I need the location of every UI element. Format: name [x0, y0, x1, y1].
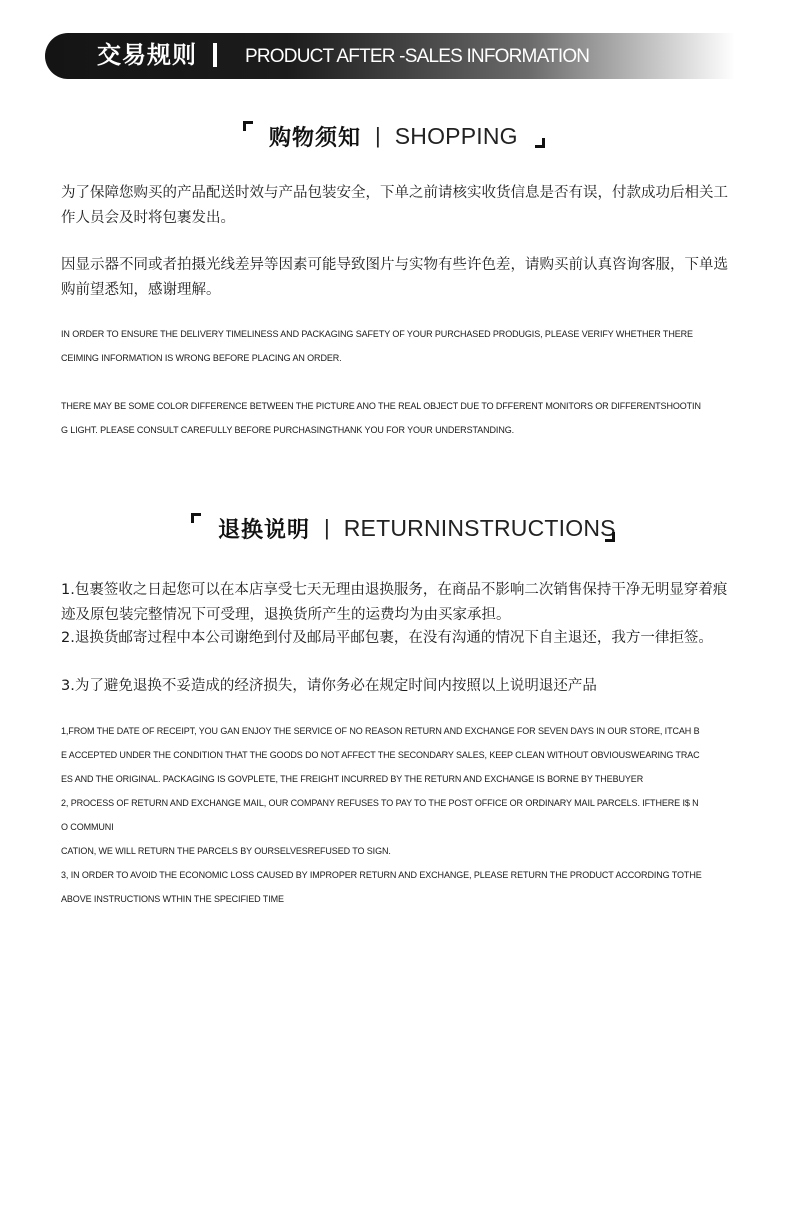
shopping-paragraph-cn-2: 因显示器不同或者拍摄光线差异等因素可能导致图片与实物有些许色差，请购买前认真咨询客服，下单选购前望悉知，感谢理解。 [61, 257, 728, 298]
returns-item-cn-1: 1.包裹签收之日起您可以在本店享受七天无理由退换服务，在商品不影响二次销售保持干净无明显穿着痕迹及原包装完整情况下可受理，退换货所产生的运费均为由买家承担。 [61, 582, 728, 623]
shopping-title-cn: 购物须知 [269, 125, 362, 151]
shopping-english-line: THERE MAY BE SOME COLOR DIFFERENCE BETWEEN THE PICTURE ANO THE REAL OBJECT DUE TO DFFERENT MONITORS OR DIFFERENTSHOOTIN [61, 401, 701, 411]
banner-divider [213, 43, 217, 67]
returns-english-line: CATION, WE WILL RETURN THE PARCELS BY OURSELVESREFUSED TO SIGN. [61, 846, 391, 856]
returns-item-cn-3: 3.为了避免退换不妥造成的经济损失，请你务必在规定时间内按照以上说明退还产品 [61, 678, 597, 694]
returns-title-cn: 退换说明 [218, 517, 311, 543]
shopping-english-line: CEIMING INFORMATION IS WRONG BEFORE PLACING AN ORDER. [61, 353, 342, 363]
returns-english-line: ES AND THE ORIGINAL. PACKAGING IS GOVPLETE, THE FREIGHT INCURRED BY THE RETURN AND EXCHANGE IS BORNE BY THEBUYER [61, 774, 644, 784]
shopping-title-separator: | [375, 123, 381, 148]
returns-title-en: RETURNINSTRUCTIONS [343, 514, 616, 541]
banner-title-en: PRODUCT AFTER -SALES INFORMATION [245, 46, 590, 67]
returns-english-line: O COMMUNI [61, 822, 114, 832]
returns-title-separator: | [324, 515, 330, 540]
shopping-english-line: IN ORDER TO ENSURE THE DELIVERY TIMELINESS AND PACKAGING SAFETY OF YOUR PURCHASED PRODUGIS, PLEASE VERIFY WHETHER THERE [61, 329, 693, 339]
returns-english-line: 3, IN ORDER TO AVOID THE ECONOMIC LOSS CAUSED BY IMPROPER RETURN AND EXCHANGE, PLEASE RETURN THE PRODUCT ACCORDING TOTHE [61, 870, 702, 880]
shopping-heading [0, 116, 790, 156]
corner-top-left-icon [243, 121, 253, 131]
returns-english-line: ABOVE INSTRUCTIONS WTHIN THE SPECIFIED TIME [61, 894, 284, 904]
banner-title-cn: 交易规则 [97, 41, 197, 69]
returns-item-cn-2: 2.退换货邮寄过程中本公司谢绝到付及邮局平邮包裹，在没有沟通的情况下自主退还，我方一律拒签。 [61, 630, 713, 646]
corner-bottom-right-icon [535, 138, 545, 148]
returns-english-line: E ACCEPTED UNDER THE CONDITION THAT THE GOODS DO NOT AFFECT THE SECONDARY SALES, KEEP CLEAN WITHOUT OBVIOUSWEARING TRAC [61, 750, 700, 760]
returns-english-line: 2, PROCESS OF RETURN AND EXCHANGE MAIL, OUR COMPANY REFUSES TO PAY TO THE POST OFFICE OR ORDINARY MAIL PARCELS. IFTHERE I$ N [61, 798, 699, 808]
shopping-title-en: SHOPPING [394, 122, 518, 149]
returns-heading [0, 508, 790, 548]
corner-top-left-icon [191, 513, 201, 523]
header-banner [45, 33, 735, 79]
returns-english-line: 1,FROM THE DATE OF RECEIPT, YOU GAN ENJOY THE SERVICE OF NO REASON RETURN AND EXCHANGE FOR SEVEN DAYS IN OUR STORE, ITCAH B [61, 726, 700, 736]
corner-bottom-right-icon [605, 532, 615, 542]
shopping-english-line: G LIGHT. PLEASE CONSULT CAREFULLY BEFORE PURCHASINGTHANK YOU FOR YOUR UNDERSTANDING. [61, 425, 515, 435]
shopping-paragraph-cn-1: 为了保障您购买的产品配送时效与产品包装安全，下单之前请核实收货信息是否有误，付款成功后相关工作人员会及时将包裹发出。 [61, 185, 728, 226]
